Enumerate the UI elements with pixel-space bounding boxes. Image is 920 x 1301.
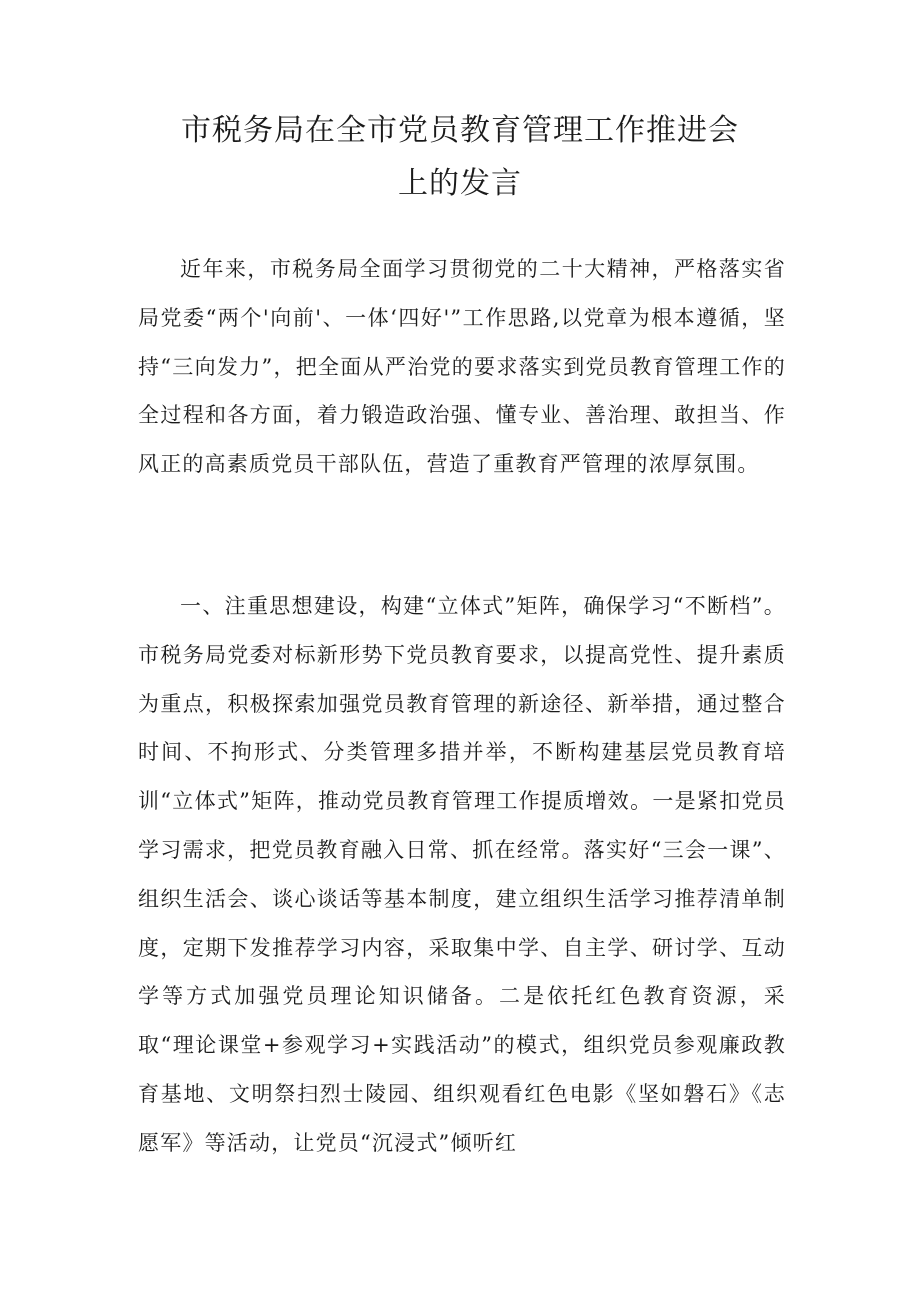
document-title-line-1: 市税务局在全市党员教育管理工作推进会 — [181, 113, 739, 148]
document-title-line-2: 上的发言 — [398, 166, 522, 201]
intro-paragraph: 近年来，市税务局全面学习贯彻党的二十大精神，严格落实省局党委“两个'向前'、一体‘四好'”工作思路,以党章为根本遵循，坚持“三向发力”，把全面从严治党的要求落实到党员教育管理工作的全过程和各方面，着力锻造政治强、懂专业、善治理、敢担当、作风正的高素质党员干部队伍，营造了重教育严管理的浓厚氛围。 — [138, 257, 786, 477]
section-one-paragraph: 一、注重思想建设，构建“立体式”矩阵，确保学习“不断档”。市税务局党委对标新形势下党员教育要求，以提高党性、提升素质为重点，积极探索加强党员教育管理的新途径、新举措，通过整合时间、不拘形式、分类管理多措并举，不断构建基层党员教育培训“立体式”矩阵，推动党员教育管理工作提质增效。一是紧扣党员学习需求，把党员教育融入日常、抓在经常。落实好“三会一课”、组织生活会、谈心谈话等基本制度，建立组织生活学习推荐清单制度，定期下发推荐学习内容，采取集中学、自主学、研讨学、互动学等方式加强党员理论知识储备。二是依托红色教育资源，采取“理论课堂+参观学习+实践活动”的模式，组织党员参观廉政教育基地、文明祭扫烈士陵园、组织观看红色电影《坚如磐石》《志愿军》等活动，让党员“沉浸式”倾听红 — [138, 594, 786, 1155]
